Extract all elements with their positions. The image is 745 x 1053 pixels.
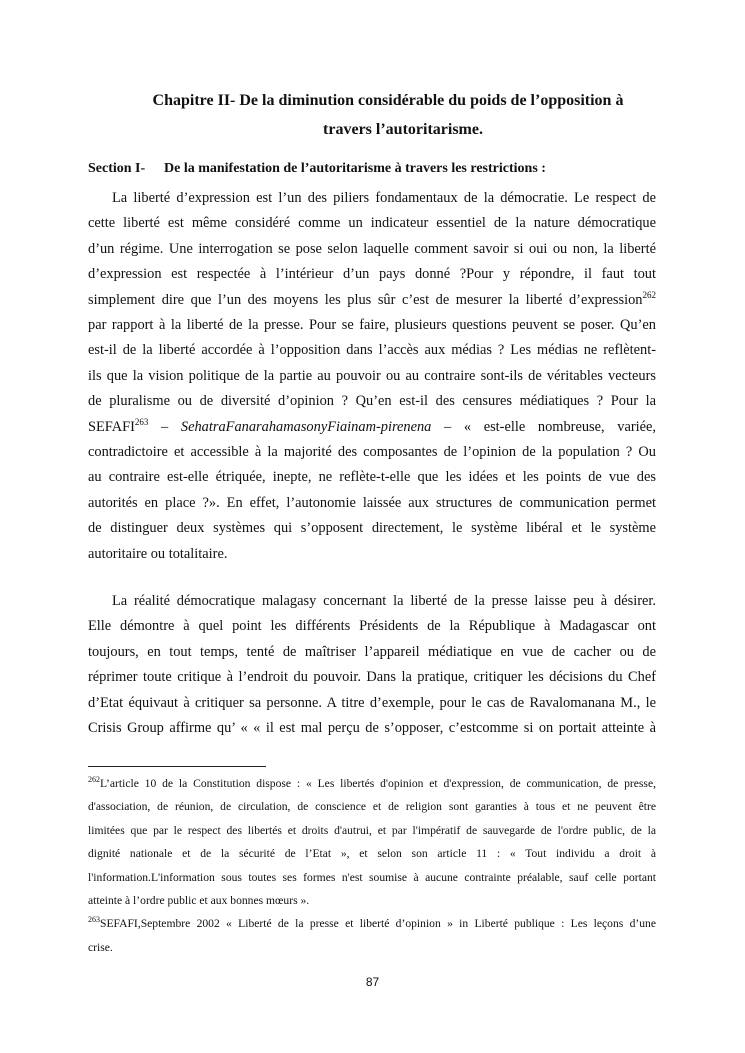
paragraph-2 — [88, 589, 656, 741]
paragraph-text: SEFAFI — [88, 418, 135, 435]
paragraph-line: est-il de la liberté accordée à l’opposition dans l’accès aux médias ? Les médias ne reflètent- — [88, 342, 656, 359]
paragraph-line: d’un régime. Une interrogation se pose selon laquelle comment savoir si oui ou non, la liberté — [88, 240, 656, 257]
paragraph-line: Elle démontre à quel point les différents Présidents de la République à Madagascar ont — [88, 618, 656, 635]
section-heading — [88, 157, 658, 181]
paragraph-line: toujours, en tout temps, tenté de maîtriser l’appareil médiatique en vue de cacher ou de — [88, 643, 656, 660]
paragraph-line-with-ref — [88, 415, 656, 440]
page-number: 87 — [365, 975, 380, 989]
footnote-line: limitées que par le respect des libertés et droits d'autrui, et par l'impératif de sauvegarde de l'ordre public, de la — [88, 823, 656, 837]
chapter-title-line-2: travers l’autoritarisme. — [323, 121, 483, 138]
paragraph-line: La réalité démocratique malagasy concernant la liberté de la presse laisse peu à désirer. — [112, 593, 656, 609]
footnote-line: dignité nationale et de la sécurité de l’Etat », et selon son article 11 : « Tout individu a droit à — [88, 847, 656, 861]
footnote-ref-263[interactable]: 263 — [134, 416, 149, 427]
paragraph-text: simplement dire que l’un des moyens les plus sûr c’est de mesurer la liberté d’expression — [88, 291, 643, 308]
paragraph-line: d’Etat équivaut à critiquer sa personne. A titre d’exemple, pour le cas de Ravalomanana M., le — [88, 694, 656, 711]
paragraph-line: de pluralisme ou de diversité d’opinion ? Qu’en est-il des censures médiatiques ? Pour la — [88, 393, 656, 410]
paragraph-1 — [88, 186, 656, 567]
footnote-text: L’article 10 de la Constitution dispose : « Les libertés d'opinion et d'expression, de communication, de presse, — [100, 777, 656, 790]
paragraph-line: d’expression est respectée à l’intérieur d’un pays donné ?Pour y répondre, il faut tout — [88, 266, 656, 283]
paragraph-line: Crisis Group affirme qu’ « « il est mal perçu de s’opposer, c’estcomme si on portait atteinte à — [88, 720, 656, 737]
section-label: Section I- — [88, 161, 146, 176]
organization-name-italic: SehatraFanarahamasonyFiainam-pirenena — [180, 418, 432, 435]
paragraph-text: – — [148, 418, 181, 435]
paragraph-line: réprimer toute critique à l’endroit du pouvoir. Dans la pratique, critiquer les décisions du Chef — [88, 669, 656, 686]
section-title: De la manifestation de l’autoritarisme à travers les restrictions : — [164, 161, 546, 176]
footnote-262-line — [88, 772, 656, 795]
footnote-line: l'information.L'information sous toutes ses formes n'est soumise à aucune contrainte préalable, sauf celle portant — [88, 870, 656, 884]
paragraph-line: cette liberté est même considéré comme un indicateur essentiel de la nature démocratique — [88, 215, 656, 232]
footnote-line: d'association, de réunion, de circulation, de conscience et de religion sont garanties à tous et ne peuvent être — [88, 800, 656, 814]
paragraph-line: au contraire est-elle étriquée, inepte, ne reflète-t-elle que les idées et les points de vue des — [88, 469, 656, 486]
paragraph-line: par rapport à la liberté de la presse. Pour se faire, plusieurs questions peuvent se poser. Qu’en — [88, 317, 656, 334]
paragraph-line-with-ref — [88, 288, 656, 313]
paragraph-line: La liberté d’expression est l’un des piliers fondamentaux de la démocratie. Le respect de — [112, 190, 656, 206]
footnotes — [88, 772, 656, 959]
footnote-number-263: 263 — [88, 915, 100, 925]
paragraph-text: – « est-elle nombreuse, variée, — [431, 418, 657, 435]
chapter-title-line-1: Chapitre II- De la diminution considérable du poids de l’opposition à — [152, 92, 624, 109]
paragraph-line: de distinguer deux systèmes qui s’opposent directement, le système libéral et le système — [88, 520, 656, 537]
chapter-title — [88, 86, 658, 144]
footnote-line: atteinte à l’ordre public et aux bonnes mœurs ». — [88, 894, 310, 908]
footnote-separator — [88, 766, 266, 767]
paragraph-line: autorités en place ?». En effet, l’autonomie laissée aux structures de communication permet — [88, 494, 656, 511]
footnote-line: crise. — [88, 940, 113, 954]
paragraph-line: ils que la vision politique de la partie au pouvoir ou au contraire sont-ils de véritables vecteurs — [88, 367, 656, 384]
footnote-263-line — [88, 912, 656, 935]
paragraph-line: contradictoire et accessible à la majorité des composantes de l’opinion de la population ? Ou — [88, 444, 656, 461]
footnote-number-262: 262 — [88, 775, 100, 784]
footnote-text: SEFAFI,Septembre 2002 « Liberté de la presse et liberté d’opinion » in Liberté publique : Les leçons d’une — [100, 917, 656, 931]
paragraph-line: autoritaire ou totalitaire. — [88, 545, 228, 562]
footnote-ref-262[interactable]: 262 — [642, 289, 656, 300]
